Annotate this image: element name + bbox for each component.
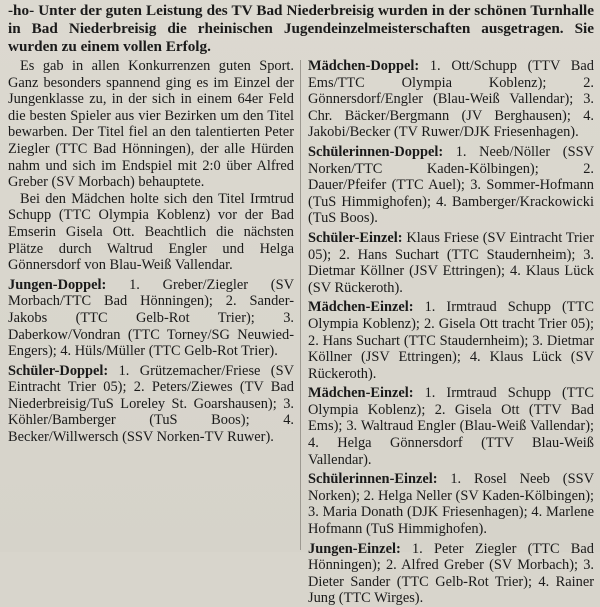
result-block: [308, 471, 594, 537]
left-column: [8, 58, 294, 446]
body-paragraph: Es gab in allen Konkurrenzen guten Sport. Ganz besonders spannend ging es im Einzel der Jungenklasse zu, in der sich in einem 64er Feld die besten Spieler aus vier Bezirken um den Titel bewarben. Der Titel fiel an den talentierten Peter Ziegler (TTC Bad Hönningen), der alle Hürden nahm und sich im Endspiel mit 2:0 über Alfred Greber (SV Morbach) behauptete.: [8, 58, 294, 191]
result-heading: Schülerinnen-Einzel:: [308, 471, 438, 488]
result-text: 1. Peter Ziegler (TTC Bad Hönningen); 2. Alfred Greber (SV Morbach); 3. Dieter Sander (TTC Gelb-Rot Trier); 4. Rainer Jung (TTC Wirges).: [308, 540, 594, 607]
result-text: 1. Irmtraud Schupp (TTC Olympia Koblenz); 2. Gisela Ott tracht Trier 05); 2. Hans Suchart (TTC Staudernheim); 3. Dietmar Köllner (JSV Ettringen); 4. Klaus Lück (SV Rückeroth).: [308, 299, 594, 382]
result-text: 1. Irmtraud Schupp (TTC Olympia Koblenz); 2. Gisela Ott (TTV Bad Ems); 3. Waltraud Engler (Blau-Weiß Vallendar); 4. Helga Gönnersdorf (TTV Blau-Weiß Vallendar).: [308, 385, 594, 468]
result-block: [308, 144, 594, 227]
column-rule: [300, 60, 301, 550]
result-block: [308, 299, 594, 382]
result-text: Klaus Friese (SV Eintracht Trier 05); 2. Hans Suchart (TTC Staudernheim); 3. Dietmar Köllner (JSV Ettringen); 4. Klaus Lück (SV Rückeroth).: [308, 229, 594, 296]
article-lead: -ho- Unter der guten Leistung des TV Bad Niederbreisig wurden in der schönen Turnhalle in Bad Niederbreisig die rheinischen Jugendeinzelmeisterschaften ausgetragen. Sie wurden zu einem vollen Erfolg.: [8, 2, 594, 55]
result-text: 1. Rosel Neeb (SSV Norken); 2. Helga Neller (SV Kaden-Kölbingen); 3. Maria Donath (DJK Friesenhagen); 4. Marlene Hofmann (TuS Himmighofen).: [308, 471, 594, 538]
right-column: [308, 58, 594, 607]
result-block: [308, 385, 594, 468]
result-heading: Schüler-Doppel:: [8, 362, 109, 379]
result-text: 1. Grützemacher/Friese (SV Eintracht Trier 05); 2. Peters/Ziewes (TV Bad Niederbreisig/TuS Loreley St. Goarshausen); 3. Köhler/Bamberger (TuS Boos); 4. Becker/Willwersch (SSV Norken-TV Ruwer).: [8, 362, 294, 446]
result-text: 1. Neeb/Nöller (SSV Norken/TTC Kaden-Kölbingen); 2. Dauer/Pfeifer (TTC Auel); 3. Sommer-Hofmann (TuS Himmighofen); 4. Bamberger/Krackowicki (TuS Boos).: [308, 143, 594, 227]
result-heading: Schülerinnen-Doppel:: [308, 143, 444, 160]
result-block: [8, 363, 294, 446]
result-heading: Mädchen-Einzel:: [308, 385, 414, 402]
body-paragraph: Bei den Mädchen holte sich den Titel Irmtrud Schupp (TTC Olympia Koblenz) vor der Bad Emserin Gisela Ott. Beachtlich die nächsten Plätze durch Waltrud Engler und Helga Gönnersdorf von Blau-Weiß Vallendar.: [8, 190, 294, 274]
result-block: [308, 541, 594, 607]
result-heading: Jungen-Einzel:: [308, 540, 401, 557]
result-heading: Mädchen-Doppel:: [308, 58, 420, 74]
result-block: [308, 58, 594, 141]
result-text: 1. Greber/Ziegler (SV Morbach/TTC Bad Hönningen); 2. Sander-Jakobs (TTC Gelb-Rot Trier); 3. Daberkow/Vondran (TTC Torney/SG Neuwied-Engers); 4. Hüls/Müller (TTC Gelb-Rot Trier).: [8, 276, 294, 360]
result-block: [308, 230, 594, 296]
result-heading: Mädchen-Einzel:: [308, 299, 414, 316]
result-text: 1. Ott/Schupp (TTV Bad Ems/TTC Olympia Koblenz); 2. Gönnersdorf/Engler (Blau-Weiß Vallendar); 3. Chr. Bäcker/Bergmann (JV Berghausen); 4. Jakobi/Becker (TV Ruwer/DJK Friesenhagen).: [308, 58, 594, 141]
result-heading: Schüler-Einzel:: [308, 229, 403, 246]
result-block: [8, 277, 294, 360]
result-heading: Jungen-Doppel:: [8, 276, 107, 293]
